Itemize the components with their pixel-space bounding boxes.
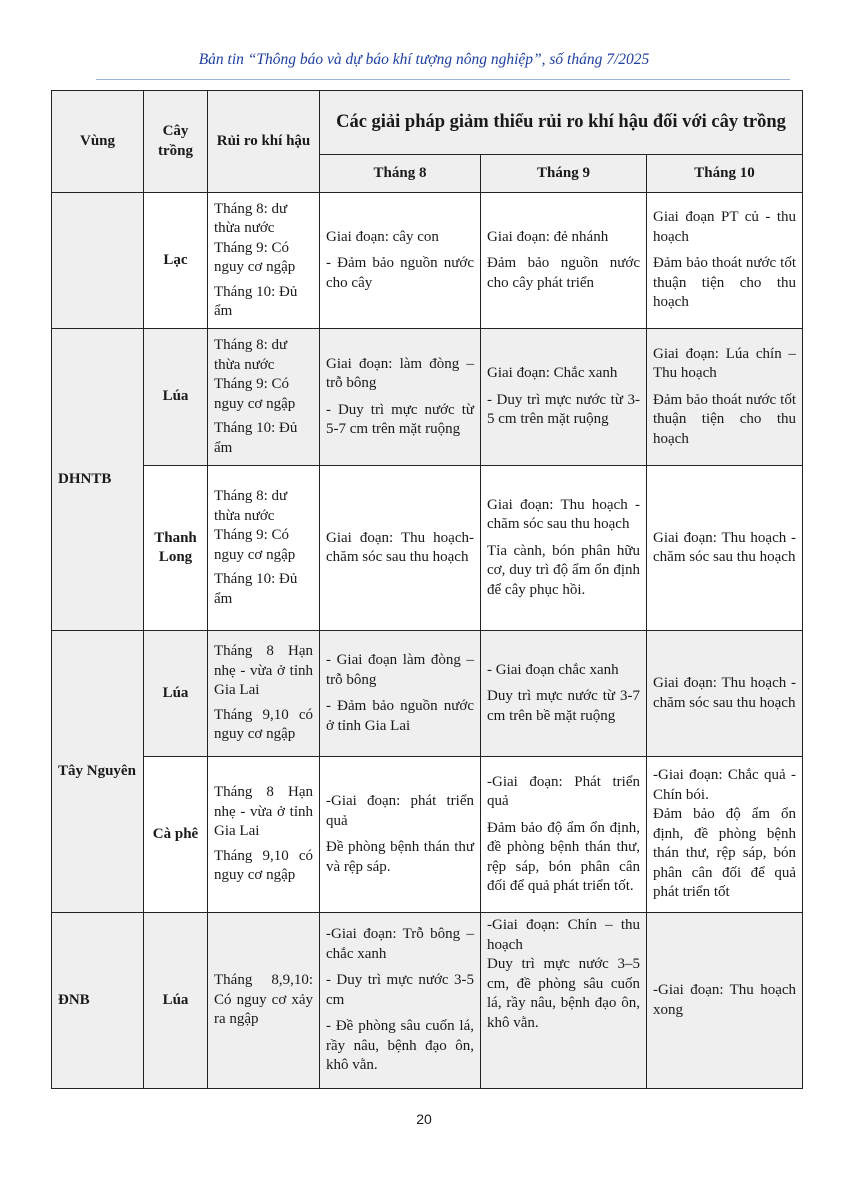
month-9-cell: -Giai đoạn: Phát triển quả Đảm bảo độ ẩm ổn định, đề phòng bệnh thán thư, rệp sáp, bón phân cân đối để quả phát triển tốt.: [481, 757, 647, 913]
header-month-10: Tháng 10: [647, 155, 803, 193]
month-10-cell: Giai đoạn PT củ - thu hoạch Đảm bảo thoát nước tốt thuận tiện cho thu hoạch: [647, 193, 803, 329]
header-month-8: Tháng 8: [320, 155, 481, 193]
month-10-cell: Giai đoạn: Thu hoạch - chăm sóc sau thu hoạch: [647, 631, 803, 757]
region-cell: Tây Nguyên: [52, 631, 144, 913]
risk-cell: Tháng 8,9,10: Có nguy cơ xảy ra ngập: [208, 913, 320, 1089]
region-cell-empty: [52, 193, 144, 329]
month-8-cell: -Giai đoạn: phát triển quả Đề phòng bệnh thán thư và rệp sáp.: [320, 757, 481, 913]
header-crop: Cây trồng: [144, 91, 208, 193]
month-8-cell: Giai đoạn: Thu hoạch- chăm sóc sau thu hoạch: [320, 466, 481, 631]
bulletin-header: Bản tin “Thông báo và dự báo khí tượng nông nghiệp”, số tháng 7/2025: [198, 51, 650, 68]
table-row: [52, 193, 803, 329]
crop-cell: Thanh Long: [144, 466, 208, 631]
region-cell: DHNTB: [52, 329, 144, 631]
header-region: Vùng: [52, 91, 144, 193]
table-row: [52, 913, 803, 1089]
crop-cell: Lúa: [144, 631, 208, 757]
crop-cell: Lúa: [144, 913, 208, 1089]
month-10-cell: Giai đoạn: Thu hoạch - chăm sóc sau thu hoạch: [647, 466, 803, 631]
month-8-cell: Giai đoạn: làm đòng – trỗ bông - Duy trì mực nước từ 5-7 cm trên mặt ruộng: [320, 329, 481, 466]
risk-cell: Tháng 8 Hạn nhẹ - vừa ở tỉnh Gia Lai Tháng 9,10 có nguy cơ ngập: [208, 757, 320, 913]
crop-cell: Lúa: [144, 329, 208, 466]
table-row: [52, 631, 803, 757]
month-8-cell: Giai đoạn: cây con - Đảm bảo nguồn nước cho cây: [320, 193, 481, 329]
month-9-cell: -Giai đoạn: Chín – thu hoạch Duy trì mực nước 3–5 cm, đề phòng sâu cuốn lá, rầy nâu, bệnh đạo ôn, khô vằn.: [481, 913, 647, 1089]
climate-risk-table: [51, 90, 803, 1089]
month-9-cell: - Giai đoạn chắc xanh Duy trì mực nước từ 3-7 cm trên bề mặt ruộng: [481, 631, 647, 757]
risk-cell: Tháng 8: dư thừa nước Tháng 9: Có nguy cơ ngập Tháng 10: Đủ ẩm: [208, 329, 320, 466]
month-10-cell: Giai đoạn: Lúa chín – Thu hoạch Đảm bảo thoát nước tốt thuận tiện cho thu hoạch: [647, 329, 803, 466]
risk-cell: Tháng 8: dư thừa nước Tháng 9: Có nguy cơ ngập Tháng 10: Đủ ẩm: [208, 466, 320, 631]
crop-cell: Cà phê: [144, 757, 208, 913]
month-10-cell: -Giai đoạn: Chắc quả - Chín bói. Đảm bảo độ ẩm ổn định, đề phòng bệnh thán thư, rệp sáp, bón phân cân đối để quả phát triển tốt: [647, 757, 803, 913]
table-row: [52, 329, 803, 466]
month-9-cell: Giai đoạn: đẻ nhánh Đảm bảo nguồn nước cho cây phát triển: [481, 193, 647, 329]
month-9-cell: Giai đoạn: Thu hoạch - chăm sóc sau thu hoạch Tỉa cành, bón phân hữu cơ, duy trì độ ẩm ổn định để cây phục hồi.: [481, 466, 647, 631]
risk-cell: Tháng 8: dư thừa nước Tháng 9: Có nguy cơ ngập Tháng 10: Đủ ẩm: [208, 193, 320, 329]
header-month-9: Tháng 9: [481, 155, 647, 193]
header-solutions: Các giải pháp giảm thiểu rủi ro khí hậu đối với cây trồng: [320, 91, 803, 155]
table-row: [52, 466, 803, 631]
month-10-cell: -Giai đoạn: Thu hoạch xong: [647, 913, 803, 1089]
month-8-cell: -Giai đoạn: Trỗ bông – chắc xanh - Duy trì mực nước 3-5 cm - Đề phòng sâu cuốn lá, rầy nâu, bệnh đạo ôn, khô vằn.: [320, 913, 481, 1089]
table-row: [52, 757, 803, 913]
month-9-cell: Giai đoạn: Chắc xanh - Duy trì mực nước từ 3-5 cm trên mặt ruộng: [481, 329, 647, 466]
page-number: 20: [416, 1111, 432, 1127]
region-cell: ĐNB: [52, 913, 144, 1089]
header-risk: Rủi ro khí hậu: [208, 91, 320, 193]
header-divider: [96, 79, 790, 80]
risk-cell: Tháng 8 Hạn nhẹ - vừa ở tỉnh Gia Lai Tháng 9,10 có nguy cơ ngập: [208, 631, 320, 757]
crop-cell: Lạc: [144, 193, 208, 329]
month-8-cell: - Giai đoạn làm đòng –trỗ bông - Đảm bảo nguồn nước ở tỉnh Gia Lai: [320, 631, 481, 757]
